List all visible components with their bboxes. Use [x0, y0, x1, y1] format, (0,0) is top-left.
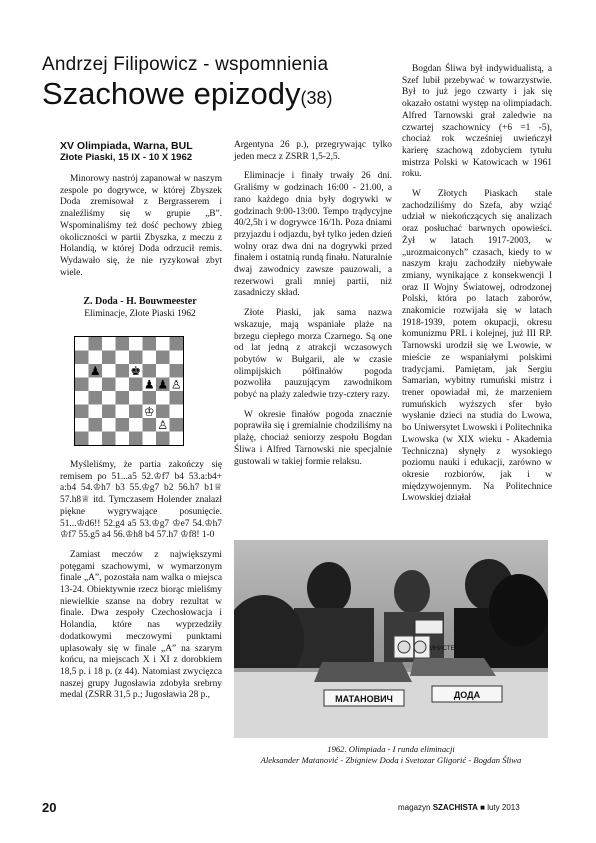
board-square — [129, 432, 143, 446]
board-square — [156, 351, 170, 365]
board-square — [102, 418, 116, 432]
board-square — [116, 432, 130, 446]
paragraph: Zamiast meczów z największymi potęgami szachowymi, w wymarzonym finale „A”, pozostała nam walka o miejsca 13-24. Obiektywnie rzecz biorąc mieliśmy niewielkie szanse na dobry rezultat w finale. Dwa zespoły Czechosłowacja i Holandia, które nas wyprzedziły dodatkowymi meczowymi punktami uplasowały się w finale „A” na szarym końcu, na miejscach X i XI z dorobkiem 18,5 p. i 18 p. (z 44). Natomiast zwycięzca naszej grupy Jugosławia zdobyła srebrny medal (ZSRR 31,5 p.; Jugosławia 28 p., — [60, 549, 222, 701]
board-square — [102, 364, 116, 378]
historical-photo — [234, 540, 548, 738]
board-square — [170, 432, 184, 446]
photo-illustration — [234, 540, 548, 738]
board-square — [143, 351, 157, 365]
flag-label: МНИСТЕР — [429, 646, 459, 652]
board-square — [129, 337, 143, 351]
board-square — [102, 405, 116, 419]
chess-diagram — [74, 336, 184, 446]
paragraph: Minorowy nastrój zapanował w naszym zespole po dogrywce, w której Zbyszek Doda zremisował z Bergrasserem i znaleźliśmy się w grupie „B”. Wspominaliśmy też dość pechowy zbieg okoliczności w partii Zbyszka, z meczu z Holandią, w której Doda odrzucił remis. Wydawało się, że nie ryzykował zbyt wiele. — [60, 174, 222, 278]
board-square — [156, 391, 170, 405]
caption-line-2: Aleksander Matanović - Zbigniew Doda i Svetozar Gligorić - Bogdan Śliwa — [260, 755, 522, 765]
issue-date: luty 2013 — [487, 803, 520, 812]
board-square — [116, 364, 130, 378]
game-players: Z. Doda - H. Bouwmeester — [83, 296, 197, 307]
article-title — [42, 76, 333, 116]
board-square — [143, 418, 157, 432]
board-square — [143, 391, 157, 405]
series-title: Szachowe epizody — [42, 76, 301, 111]
paragraph: W okresie finałów pogoda znacznie poprawiła się i gremialnie chodziliśmy na plażę, chociaż seniorzy zespołu Bogdan Śliwa i Alfred Tarnowski nie specjalnie gustowali w takiej formie relaksu. — [234, 409, 392, 467]
article-author-line: Andrzej Filipowicz - wspomnienia — [42, 54, 329, 75]
separator-icon: ■ — [480, 803, 485, 812]
board-square — [156, 432, 170, 446]
board-square — [129, 418, 143, 432]
paragraph: Myśleliśmy, że partia zakończy się remisem po 51...a5 52.♔f7 b4 53.a:b4+ a:b4 54.♔h7 b3 55.♔g7 b2 56.h7 b1♕ 57.h8♕ itd. Tymczasem Holender znalazł piękne wygrywające posunięcie. 51...♔d6!! 52.g4 a5 53.♔g7 ♔e7 54.♔h7 ♔f7 55.g5 a4 56.♔h8 b4 57.h7 ♔f8! 1-0 — [60, 460, 222, 541]
board-square — [89, 418, 103, 432]
white-pawn-icon: ♙ — [170, 377, 182, 392]
event-heading — [60, 140, 193, 164]
board-square — [116, 391, 130, 405]
board-square — [89, 432, 103, 446]
column-left-bottom — [60, 460, 222, 710]
caption-line-1: 1962. Olimpiada - I runda eliminacji — [327, 744, 455, 754]
board-square — [116, 351, 130, 365]
board-square — [102, 391, 116, 405]
board-square — [75, 418, 89, 432]
white-king-icon: ♔ — [143, 404, 155, 419]
board-square — [102, 378, 116, 392]
footer-magazine — [398, 803, 520, 812]
board-square — [170, 337, 184, 351]
board-square — [156, 337, 170, 351]
black-king-icon: ♚ — [130, 364, 142, 379]
magazine-name: SZACHISTA — [432, 803, 478, 812]
board-square — [89, 405, 103, 419]
board-square — [89, 391, 103, 405]
paragraph: Złote Piaski, jak sama nazwa wskazuje, mają wspaniałe plaże na brzegu ciepłego morza Czarnego. Są one od lat jedną z atrakcji wczasowych pobytów w Bułgarii, ale w czasie olimpijskich półfinałów pogoda pozwoliła pauzującym zawodnikom pobyć na plaży zaledwie trzy-cztery razy. — [234, 308, 392, 401]
board-square — [156, 364, 170, 378]
event-title: XV Olimpiada, Warna, BUL — [60, 140, 193, 152]
board-square — [102, 351, 116, 365]
board-square — [129, 378, 143, 392]
event-subtitle: Złote Piaski, 15 IX - 10 X 1962 — [60, 152, 193, 163]
column-right — [402, 64, 552, 513]
board-square — [170, 391, 184, 405]
black-pawn-icon: ♟ — [89, 364, 101, 379]
board-square — [116, 405, 130, 419]
black-pawn-icon: ♟ — [157, 377, 169, 392]
board-square — [75, 364, 89, 378]
board-square — [143, 364, 157, 378]
board-square — [89, 351, 103, 365]
board-square — [75, 378, 89, 392]
board-square — [170, 418, 184, 432]
episode-number: (38) — [300, 88, 333, 108]
magazine-prefix: magazyn — [398, 803, 431, 812]
board-square — [102, 432, 116, 446]
photo-caption — [234, 744, 548, 766]
board-square — [143, 337, 157, 351]
placard-doda: ДОДА — [453, 690, 481, 700]
board-square — [170, 364, 184, 378]
board-square — [102, 337, 116, 351]
board-square — [116, 337, 130, 351]
column-left-top — [60, 174, 222, 287]
board-square — [75, 391, 89, 405]
column-middle — [234, 140, 392, 476]
board-square — [116, 418, 130, 432]
board-square — [143, 432, 157, 446]
paragraph: Bogdan Śliwa był indywidualistą, a Szef lubił przebywać w towarzystwie. Był to już jego czwarty i jak się okazało ostatni występ na olimpiadach. Alfred Tarnowski grał zaledwie na czwartej szachownicy (+6 =1 -5), chociaż rok wcześniej uwieńczył karierę szachową zdobyciem tytułu mistrza Polski w Katowicach w 1961 roku. — [402, 64, 552, 180]
page-number: 20 — [42, 800, 57, 815]
paragraph: Eliminacje i finały trwały 26 dni. Graliśmy w godzinach 16:00 - 21.00, a rano każdego dnia były dogrywki w godzinach 9:00-13:00. Tempo trądycyjne 40/2,5h i w dogrywce 16/1h. Poza dniami przyjazdu i odjazdu, był tylko jeden dzień wolny oraz dwa dni na dogrywki przed finałem i ostatnią rundą finału. Naturalnie dwaj zawodnicy zawsze pauzowali, a rezerwowi grali mniej partii, niż zasadniczy skład. — [234, 171, 392, 299]
paragraph: W Złotych Piaskach stale zachodziliśmy do Szefa, aby wziąć udział w niekończących się analizach oraz posłuchać barwnych opowieści. Żył w latach 1917-2003, w „urozmaiconych” czasach, kiedy to w naszym kraju zachodziły niebywałe zmiany, wynikające z konsekwencji I oraz II Wojny Światowej, odrodzonej Polski, która po latach zaborów, znakomicie rozwijała się w latach 1918-1939, potem okupacji, okresu komunizmu PRL i kolejnej, już III RP. Tarnowski urodził się we Lwowie, w mieście ze wspaniałymi polskimi tradycjami. Pamiętam, jak Sergiu Samarian, wybitny rumuński mistrz i trener opowiadał mi, że marzeniem rumuńskich wyższych sfer było wysłanie dzieci na studia do Lwowa, bo Uniwersytet Lwowski i Politechnika Lwowska (w XIX wieku - Akademia Techniczna) słynęły z wysokiego poziomu nauki i edukacji, zarówno w okresie rozbiorów, jak i w międzywojennym. Na Politechnice Lwowskiej działał — [402, 189, 552, 504]
board-square — [156, 405, 170, 419]
board-square — [170, 351, 184, 365]
board-square — [129, 391, 143, 405]
game-context: Eliminacje, Złote Piaski 1962 — [84, 309, 196, 319]
board-square — [75, 432, 89, 446]
paragraph: Argentyna 26 p.), przegrywając tylko jeden mecz z ZSRR 1,5-2,5. — [234, 140, 392, 162]
board-square — [89, 337, 103, 351]
board-square — [170, 405, 184, 419]
board-square — [116, 378, 130, 392]
white-pawn-icon: ♙ — [157, 418, 169, 433]
board-square — [129, 351, 143, 365]
board-square — [89, 378, 103, 392]
board-square — [75, 405, 89, 419]
board-square — [75, 337, 89, 351]
board-square — [75, 351, 89, 365]
black-pawn-icon: ♟ — [143, 377, 155, 392]
board-square — [129, 405, 143, 419]
placard-matanovic: МАТАНОВИЧ — [335, 694, 393, 704]
